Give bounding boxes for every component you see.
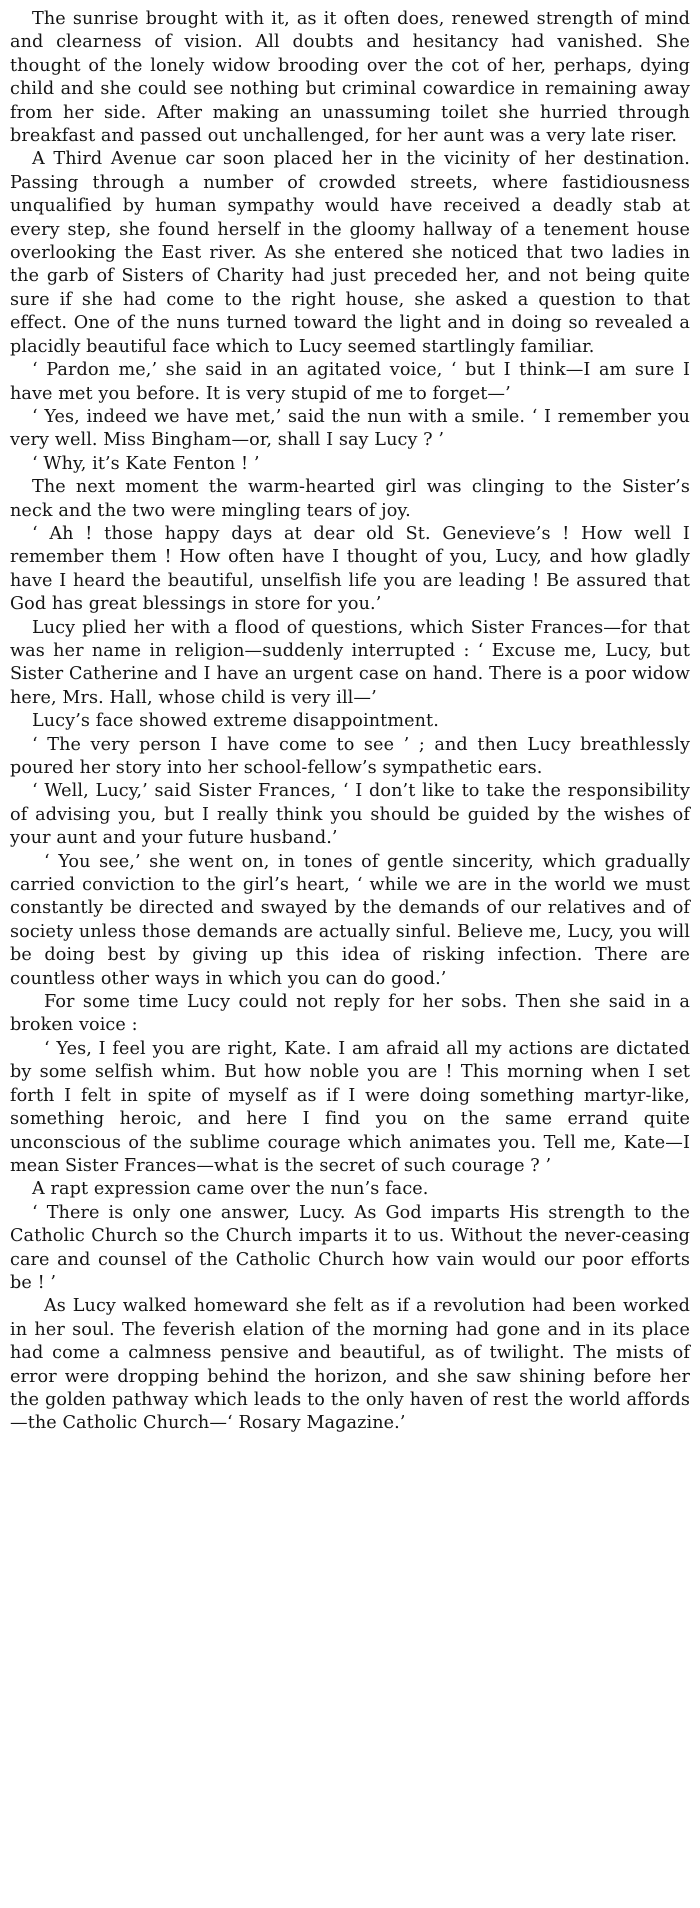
paragraph-next-moment: The next moment the warm-hearted girl was clinging to the Sister’s neck and the two were mingling tears of joy. bbox=[10, 477, 690, 521]
paragraph-feel-right: ‘ Yes, I feel you are right, Kate. I am afraid all my actions are dictated by some selfish whim. But how noble you are ! This morning when I set forth I felt in spite of myself as if I were doing something martyr-like, something heroic, and here I find you on the same errand quite unconscious of the sublime courage which animates you. Tell me, Kate—I mean Sister Frances—what is the secret of such courage ? ’ bbox=[10, 1038, 690, 1176]
paragraph-walked-homeward: As Lucy walked homeward she felt as if a revolution had been worked in her soul. The feverish elation of the morning had gone and in its place had come a calmness pensive and beautiful, as of twilight. The mists of error were dropping behind the horizon, and she saw shining before her the golden pathway which leads to the only haven of rest the world affords—the Catholic Church—‘ Rosary Magazine.’ bbox=[10, 1296, 690, 1434]
paragraph-you-see: ‘ You see,’ she went on, in tones of gentle sincerity, which gradually carried conviction to the girl’s heart, ‘ while we are in the world we must constantly be directed and swayed by the demands of our relatives and of society unless those demands are actually sinful. Believe me, Lucy, you will be doing best by giving up this idea of risking infection. There are countless other ways in which you can do good.’ bbox=[10, 851, 691, 989]
paragraph-indeed-met: ‘ Yes, indeed we have met,’ said the nun with a smile. ‘ I remember you very well. Miss Bingham—or, shall I say Lucy ? ’ bbox=[10, 406, 690, 451]
paragraph-pardon-me: ‘ Pardon me,’ she said in an agitated voice, ‘ but I think—I am sure I have met you before. It is very stupid of me to forget—’ bbox=[10, 360, 690, 404]
paragraph-rapt-expression: A rapt expression came over the nun’s face. bbox=[32, 1179, 429, 1200]
paragraph-disappointment: Lucy’s face showed extreme disappointment. bbox=[32, 711, 439, 732]
paragraph-some-time: For some time Lucy could not reply for her sobs. Then she said in a broken voice : bbox=[10, 992, 690, 1036]
paragraph-only-one-answer: ‘ There is only one answer, Lucy. As God imparts His strength to the Catholic Church so the Church imparts it to us. Without the never-ceasing care and counsel of the Catholic Church how vain would our poor efforts be ! ’ bbox=[10, 1202, 690, 1293]
paragraph-third-avenue: A Third Avenue car soon placed her in the vicinity of her destination. Passing through a number of crowded streets, where fastidiousness unqualified by human sympathy would have received a deadly stab at every step, she found herself in the gloomy hallway of a tenement house overlooking the East river. As she entered she noticed that two ladies in the garb of Sisters of Charity had just preceded her, and not being quite sure if she had come to the right house, she asked a question to that effect. One of the nuns turned toward the light and in doing so revealed a placidly beautiful face which to Lucy seemed startlingly familiar. bbox=[10, 149, 690, 357]
paragraph-well-lucy: ‘ Well, Lucy,’ said Sister Frances, ‘ I don’t like to take the responsibility of advising you, but I really think you should be guided by the wishes of your aunt and your future husband.’ bbox=[10, 781, 690, 849]
paragraph-kate-fenton: ‘ Why, it’s Kate Fenton ! ’ bbox=[32, 453, 260, 474]
paragraph-flood-of-questions: Lucy plied her with a flood of questions, which Sister Frances—for that was her name in religion—suddenly interrupted : ‘ Excuse me, Lucy, but Sister Catherine and I have an urgent case on hand. There is a poor widow here, Mrs. Hall, whose child is very ill—’ bbox=[10, 617, 690, 708]
paragraph-very-person: ‘ The very person I have come to see ’ ; and then Lucy breathlessly poured her story into her school-fellow’s sympathetic ears. bbox=[10, 734, 690, 778]
paragraph-sunrise: The sunrise brought with it, as it often does, renewed strength of mind and clearness of vision. All doubts and hesitancy had vanished. She thought of the lonely widow brooding over the cot of her, perhaps, dying child and she could see nothing but criminal cowardice in remaining away from her side. After making an unassuming toilet she hurried through breakfast and passed out unchallenged, for her aunt was a very late riser. bbox=[10, 9, 690, 147]
paragraph-happy-days: ‘ Ah ! those happy days at dear old St. Genevieve’s ! How well I remember them ! How often have I thought of you, Lucy, and how gladly have I heard the beautiful, unselfish life you are leading ! Be assured that God has great blessings in store for you.’ bbox=[10, 523, 690, 615]
